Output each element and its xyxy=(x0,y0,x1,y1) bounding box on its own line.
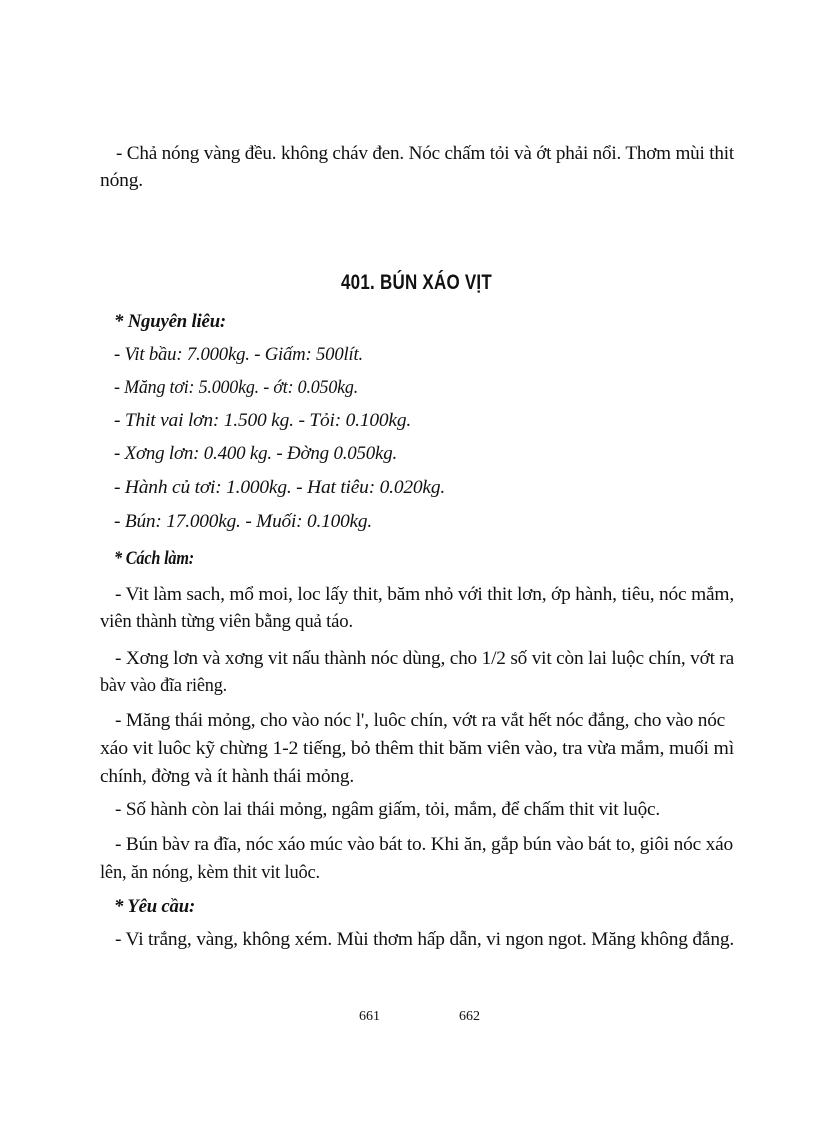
page-number-left: 661 xyxy=(359,1009,380,1024)
method-line: - Vit làm sach, mổ moi, loc lấy thit, băm nhỏ với thit lơn, ớp hành, tiêu, nóc mắm, xyxy=(115,584,734,605)
intro-line-2: nóng. xyxy=(100,170,144,191)
ingredients-heading: * Nguyên liêu: xyxy=(114,311,226,332)
ingredient-line: - Xơng lơn: 0.400 kg. - Đờng 0.050kg. xyxy=(114,443,398,464)
page-number-right: 662 xyxy=(459,1009,480,1024)
method-line: - Xơng lơn và xơng vit nấu thành nóc dùng, cho 1/2 số vit còn lai luộc chín, vớt ra xyxy=(115,648,735,669)
method-heading: * Cách làm: xyxy=(114,548,194,569)
method-line: bàv vào đĩa riêng. xyxy=(100,675,228,696)
recipe-title: 401. BÚN XÁO VỊT xyxy=(341,271,493,294)
method-line: - Bún bàv ra đĩa, nóc xáo múc vào bát to. Khi ăn, gắp bún vào bát to, giôi nóc xáo xyxy=(115,834,733,855)
requirements-heading: * Yêu cầu: xyxy=(114,896,196,917)
method-line: - Số hành còn lai thái mỏng, ngâm giấm, tỏi, mắm, để chấm thit vit luộc. xyxy=(115,799,660,820)
ingredient-line: - Vit bầu: 7.000kg. - Giấm: 500lít. xyxy=(114,344,363,365)
intro-line-1: - Chả nóng vàng đều. không cháv đen. Nóc chấm tỏi và ớt phải nổi. Thơm mùi thit xyxy=(116,143,734,164)
method-line: - Măng thái mỏng, cho vào nóc l', luôc chín, vớt ra vắt hết nóc đắng, cho vào nóc xyxy=(115,710,726,731)
method-line: chính, đờng và ít hành thái mỏng. xyxy=(100,766,354,787)
ingredient-line: - Bún: 17.000kg. - Muối: 0.100kg. xyxy=(114,511,373,532)
requirements-line: - Vi trắng, vàng, không xém. Mùi thơm hấp dẫn, vi ngon ngot. Măng không đắng. xyxy=(115,929,734,950)
ingredient-line: - Măng tơi: 5.000kg. - ớt: 0.050kg. xyxy=(114,377,359,398)
method-line: xáo vit luôc kỹ chừng 1-2 tiếng, bỏ thêm thit băm viên vào, tra vừa mắm, muối mì xyxy=(100,738,734,759)
method-line: viên thành từng viên bằng quả táo. xyxy=(100,611,353,632)
ingredient-line: - Thit vai lơn: 1.500 kg. - Tỏi: 0.100kg. xyxy=(114,410,412,431)
ingredient-line: - Hành củ tơi: 1.000kg. - Hat tiêu: 0.020kg. xyxy=(114,477,446,498)
method-line: lên, ăn nóng, kèm thit vit luôc. xyxy=(100,862,320,883)
